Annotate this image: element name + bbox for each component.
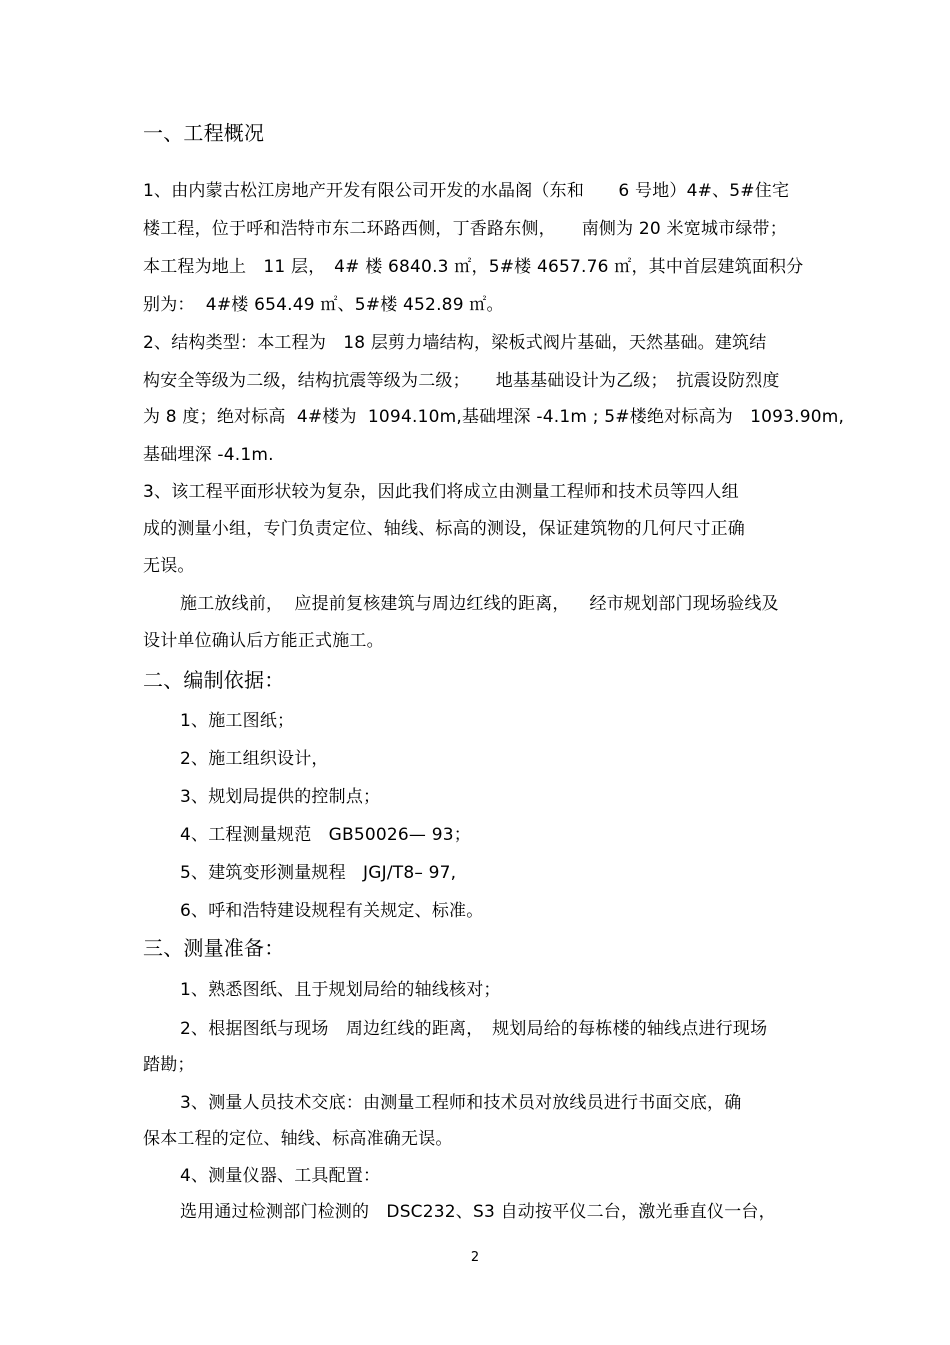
paragraph-line: 3、该工程平面形状较为复杂，因此我们将成立由测量工程师和技术员等四人组 xyxy=(143,482,739,502)
page-number: 2 xyxy=(470,1250,480,1265)
paragraph-line: 3、测量人员技术交底：由测量工程师和技术员对放线员进行书面交底，确 xyxy=(180,1093,742,1113)
paragraph-line: 选用通过检测部门检测的 DSC232、S3 自动按平仪二台，激光垂直仪一台， xyxy=(180,1202,776,1222)
list-item: 3、规划局提供的控制点； xyxy=(180,787,381,807)
paragraph-line: 保本工程的定位、轴线、标高准确无误。 xyxy=(143,1129,453,1149)
list-item: 2、施工组织设计， xyxy=(180,749,329,769)
paragraph-line: 2、根据图纸与现场 周边红线的距离， 规划局给的每栋楼的轴线点进行现场 xyxy=(180,1019,768,1039)
paragraph-line: 4、测量仪器、工具配置： xyxy=(180,1166,381,1186)
paragraph-line: 2、结构类型：本工程为 18 层剪力墙结构，梁板式阀片基础，天然基础。建筑结 xyxy=(143,333,767,353)
paragraph-line: 无误。 xyxy=(143,556,195,576)
paragraph-line: 为 8 度；绝对标高 4#楼为 1094.10m,基础埋深 -4.1m ; 5#楼绝对标高为 1093.90m, xyxy=(143,407,845,427)
paragraph-line: 楼工程，位于呼和浩特市东二环路西侧，丁香路东侧， 南侧为 20 米宽城市绿带； xyxy=(143,219,787,239)
section-heading-preparation: 三、测量准备： xyxy=(143,936,285,960)
paragraph-line: 别为： 4#楼 654.49 ㎡、5#楼 452.89 ㎡。 xyxy=(143,295,504,315)
paragraph-line: 构安全等级为二级，结构抗震等级为二级； 地基基础设计为乙级； 抗震设防烈度 xyxy=(143,371,780,391)
paragraph-line: 施工放线前， 应提前复核建筑与周边红线的距离， 经市规划部门现场验线及 xyxy=(180,594,779,614)
section-heading-overview: 一、工程概况 xyxy=(143,121,265,145)
paragraph-line: 1、由内蒙古松江房地产开发有限公司开发的水晶阁（东和 6 号地）4#、5#住宅 xyxy=(143,181,790,201)
section-heading-basis: 二、编制依据： xyxy=(143,668,285,692)
list-item: 4、工程测量规范 GB50026— 93； xyxy=(180,825,471,845)
list-item: 1、施工图纸； xyxy=(180,711,295,731)
paragraph-line: 基础埋深 -4.1m. xyxy=(143,445,274,465)
paragraph-line: 1、熟悉图纸、且于规划局给的轴线核对； xyxy=(180,980,501,1000)
paragraph-line: 踏勘； xyxy=(143,1055,195,1075)
paragraph-line: 本工程为地上 11 层， 4# 楼 6840.3 ㎡，5#楼 4657.76 ㎡，其中首层建筑面积分 xyxy=(143,257,804,277)
list-item: 5、建筑变形测量规程 JGJ/T8– 97, xyxy=(180,863,457,883)
paragraph-line: 设计单位确认后方能正式施工。 xyxy=(143,631,384,651)
list-item: 6、呼和浩特建设规程有关规定、标准。 xyxy=(180,901,484,921)
paragraph-line: 成的测量小组，专门负责定位、轴线、标高的测设，保证建筑物的几何尺寸正确 xyxy=(143,519,745,539)
